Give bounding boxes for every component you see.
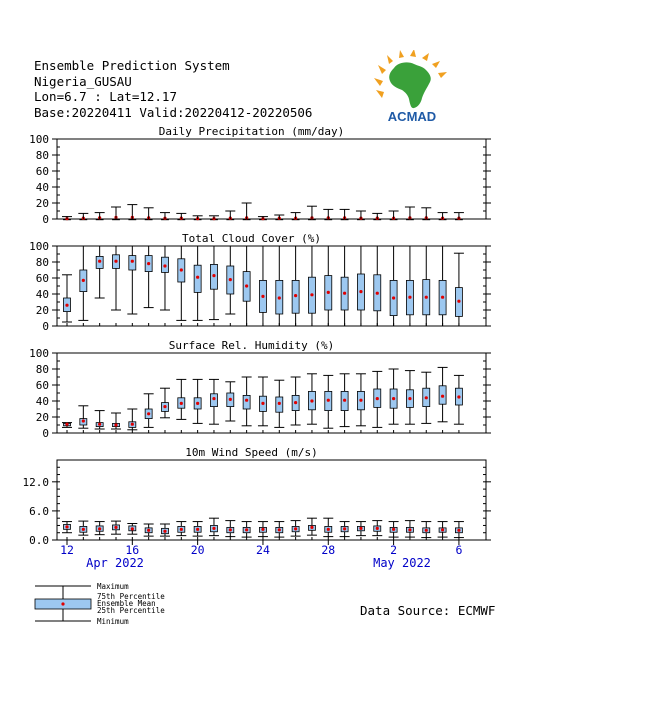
- data-source: Data Source: ECMWF: [360, 603, 496, 618]
- y-tick-label: 20: [35, 411, 49, 424]
- mean-marker: [327, 528, 330, 531]
- box-day-12: [62, 522, 72, 533]
- mean-marker: [294, 527, 297, 530]
- mean-marker: [229, 398, 232, 401]
- legend: [35, 582, 165, 626]
- mean-marker: [147, 412, 150, 415]
- mean-marker: [376, 397, 379, 400]
- panel-title: 10m Wind Speed (m/s): [185, 446, 318, 459]
- header-title: Ensemble Prediction System: [34, 58, 230, 73]
- box-day-1: [372, 246, 382, 326]
- mean-marker: [457, 529, 460, 532]
- box-day-12: [62, 423, 72, 428]
- mean-marker: [180, 268, 183, 271]
- mean-marker: [343, 292, 346, 295]
- box-day-15: [111, 246, 121, 310]
- box-day-23: [242, 377, 252, 426]
- y-tick-label: 0: [42, 320, 49, 333]
- y-tick-label: 80: [35, 363, 49, 376]
- box-day-2: [389, 522, 399, 538]
- box-day-3: [405, 371, 415, 425]
- mean-marker: [294, 294, 297, 297]
- x-tick-label: 2: [390, 543, 398, 557]
- box-day-18: [160, 524, 170, 536]
- legend-maximum-label: Maximum: [97, 582, 129, 591]
- box-day-19: [176, 379, 186, 419]
- mean-marker: [229, 278, 232, 281]
- box-day-24: [258, 522, 268, 537]
- legend-mean-marker: [61, 602, 64, 605]
- mean-marker: [229, 528, 232, 531]
- box-day-20: [193, 246, 203, 320]
- mean-marker: [327, 399, 330, 402]
- y-tick-label: 100: [29, 133, 49, 146]
- box-day-22: [225, 382, 235, 421]
- box-day-27: [307, 374, 317, 424]
- x-tick-label: 24: [256, 543, 270, 557]
- mean-marker: [310, 526, 313, 529]
- box-day-18: [160, 388, 170, 418]
- mean-marker: [245, 528, 248, 531]
- box-day-14: [95, 522, 105, 535]
- mean-marker: [278, 528, 281, 531]
- legend-p25-label: 25th Percentile: [97, 606, 165, 615]
- y-tick-label: 80: [35, 256, 49, 269]
- box-day-21: [209, 379, 219, 424]
- box-day-16: [127, 524, 137, 535]
- x-tick-label: 6: [455, 543, 463, 557]
- box-day-22: [225, 246, 235, 314]
- box-day-26: [291, 246, 301, 326]
- box-day-26: [291, 521, 301, 537]
- iqr-box: [243, 395, 250, 409]
- mean-marker: [359, 290, 362, 293]
- mean-marker: [392, 528, 395, 531]
- box-day-18: [160, 246, 170, 310]
- box-day-13: [78, 406, 88, 428]
- legend-p75-label: 75th Percentile: [97, 592, 165, 601]
- box-day-17: [144, 394, 154, 428]
- box-day-1: [372, 371, 382, 427]
- y-tick-label: 0.0: [29, 534, 49, 547]
- box-day-23: [242, 522, 252, 538]
- mean-marker: [65, 423, 68, 426]
- y-tick-label: 60: [35, 165, 49, 178]
- box-day-4: [421, 246, 431, 326]
- mean-marker: [359, 399, 362, 402]
- box-day-29: [340, 522, 350, 537]
- mean-marker: [343, 527, 346, 530]
- mean-marker: [310, 293, 313, 296]
- mean-marker: [245, 284, 248, 287]
- mean-marker: [408, 296, 411, 299]
- mean-marker: [82, 419, 85, 422]
- panel-frame: [57, 353, 486, 433]
- box-day-30: [356, 374, 366, 426]
- box-day-13: [78, 246, 88, 320]
- mean-marker: [147, 529, 150, 532]
- box-day-12: [62, 275, 72, 322]
- acmad-logo-text: ACMAD: [387, 109, 437, 124]
- box-day-27: [307, 246, 317, 326]
- mean-marker: [294, 401, 297, 404]
- panel-2: [29, 232, 491, 333]
- box-day-14: [95, 411, 105, 429]
- box-day-28: [323, 518, 333, 536]
- iqr-box: [194, 265, 201, 292]
- box-day-21: [209, 246, 219, 320]
- mean-marker: [65, 304, 68, 307]
- header-dates: Base:20220411 Valid:20220412-20220506: [34, 104, 313, 120]
- box-day-14: [95, 246, 105, 298]
- mean-marker: [163, 264, 166, 267]
- mean-marker: [376, 292, 379, 295]
- panel-frame: [57, 139, 486, 219]
- mean-marker: [196, 528, 199, 531]
- y-tick-label: 12.0: [22, 475, 49, 489]
- mean-marker: [278, 402, 281, 405]
- y-tick-label: 60: [35, 379, 49, 392]
- box-day-27: [307, 518, 317, 535]
- panel-1: [29, 125, 491, 226]
- box-day-16: [127, 409, 137, 430]
- mean-marker: [310, 399, 313, 402]
- mean-marker: [327, 291, 330, 294]
- mean-marker: [98, 527, 101, 530]
- box-day-4: [421, 522, 431, 538]
- mean-marker: [425, 296, 428, 299]
- mean-marker: [425, 529, 428, 532]
- mean-marker: [65, 525, 68, 528]
- mean-marker: [359, 527, 362, 530]
- mean-marker: [425, 396, 428, 399]
- box-day-5: [438, 522, 448, 538]
- legend-minimum-label: Minimum: [97, 617, 129, 626]
- y-tick-label: 100: [29, 347, 49, 360]
- box-day-6: [454, 375, 464, 424]
- panel-3: [29, 339, 491, 440]
- panel-title: Daily Precipitation (mm/day): [158, 125, 345, 138]
- box-day-5: [438, 367, 448, 421]
- box-day-17: [144, 246, 154, 308]
- box-day-25: [274, 380, 284, 427]
- mean-marker: [408, 528, 411, 531]
- x-tick-label: 16: [125, 543, 140, 557]
- mean-marker: [131, 423, 134, 426]
- mean-marker: [196, 402, 199, 405]
- x-tick-label: 20: [190, 543, 205, 557]
- y-tick-label: 0: [42, 213, 49, 226]
- y-tick-label: 60: [35, 272, 49, 285]
- mean-marker: [441, 528, 444, 531]
- legend-mean-label: Ensemble Mean: [97, 599, 156, 608]
- box-day-28: [323, 246, 333, 326]
- box-day-3: [405, 521, 415, 537]
- panel-title: Surface Rel. Humidity (%): [168, 339, 335, 352]
- y-tick-label: 20: [35, 197, 49, 210]
- box-day-20: [193, 379, 203, 423]
- box-day-29: [340, 374, 350, 427]
- mean-marker: [82, 279, 85, 282]
- mean-marker: [457, 395, 460, 398]
- mean-marker: [114, 423, 117, 426]
- mean-marker: [376, 527, 379, 530]
- panel-frame: [57, 246, 486, 326]
- box-day-2: [389, 246, 399, 326]
- mean-marker: [261, 402, 264, 405]
- box-day-15: [111, 413, 121, 429]
- mean-marker: [196, 276, 199, 279]
- box-day-24: [258, 377, 268, 426]
- y-tick-label: 80: [35, 149, 49, 162]
- panel-4: [23, 446, 492, 547]
- box-day-29: [340, 246, 350, 326]
- box-day-28: [323, 375, 333, 428]
- mean-marker: [180, 528, 183, 531]
- box-day-6: [454, 522, 464, 538]
- mean-marker: [441, 395, 444, 398]
- mean-marker: [163, 530, 166, 533]
- box-day-1: [372, 521, 382, 536]
- mean-marker: [278, 296, 281, 299]
- mean-marker: [114, 526, 117, 529]
- mean-marker: [212, 397, 215, 400]
- box-day-13: [78, 521, 88, 535]
- box-day-17: [144, 524, 154, 536]
- box-day-6: [454, 253, 464, 326]
- y-tick-label: 100: [29, 240, 49, 253]
- mean-marker: [131, 260, 134, 263]
- iqr-box: [129, 219, 136, 220]
- header-coordinates: Lon=6.7 : Lat=12.17: [34, 89, 177, 104]
- mean-marker: [392, 397, 395, 400]
- box-day-26: [291, 377, 301, 425]
- box-day-25: [274, 522, 284, 538]
- y-tick-label: 20: [35, 304, 49, 317]
- mean-marker: [212, 274, 215, 277]
- mean-marker: [261, 295, 264, 298]
- box-day-19: [176, 246, 186, 320]
- box-day-21: [209, 518, 219, 535]
- box-day-20: [193, 522, 203, 537]
- y-tick-label: 0: [42, 427, 49, 440]
- mean-marker: [457, 300, 460, 303]
- mean-marker: [98, 260, 101, 263]
- box-day-15: [111, 521, 121, 534]
- mean-marker: [147, 262, 150, 265]
- mean-marker: [114, 260, 117, 263]
- mean-marker: [441, 296, 444, 299]
- panel-title: Total Cloud Cover (%): [181, 232, 322, 245]
- box-day-22: [225, 521, 235, 537]
- mean-marker: [98, 423, 101, 426]
- box-day-19: [176, 522, 186, 536]
- box-day-23: [242, 246, 252, 326]
- box-day-30: [356, 246, 366, 326]
- mean-marker: [408, 397, 411, 400]
- month-label-apr: Apr 2022: [86, 556, 144, 570]
- x-tick-label: 28: [321, 543, 336, 557]
- box-day-16: [127, 246, 137, 314]
- mean-marker: [163, 405, 166, 408]
- mean-marker: [261, 528, 264, 531]
- box-day-25: [274, 246, 284, 326]
- mean-marker: [131, 527, 134, 530]
- mean-marker: [245, 399, 248, 402]
- y-tick-label: 6.0: [29, 504, 49, 518]
- box-day-24: [258, 246, 268, 326]
- month-label-may: May 2022: [373, 556, 431, 570]
- header-station: Nigeria_GUSAU: [34, 73, 132, 89]
- mean-marker: [180, 402, 183, 405]
- y-tick-label: 40: [35, 395, 49, 408]
- box-day-2: [389, 369, 399, 424]
- box-day-5: [438, 246, 448, 326]
- mean-marker: [343, 399, 346, 402]
- box-day-3: [405, 246, 415, 326]
- iqr-box: [112, 219, 119, 220]
- mean-marker: [212, 527, 215, 530]
- mean-marker: [82, 528, 85, 531]
- y-tick-label: 40: [35, 288, 49, 301]
- x-tick-label: 12: [60, 543, 74, 557]
- panel-frame: [57, 460, 486, 540]
- box-day-4: [421, 372, 431, 423]
- box-day-30: [356, 522, 366, 536]
- mean-marker: [392, 296, 395, 299]
- y-tick-label: 40: [35, 181, 49, 194]
